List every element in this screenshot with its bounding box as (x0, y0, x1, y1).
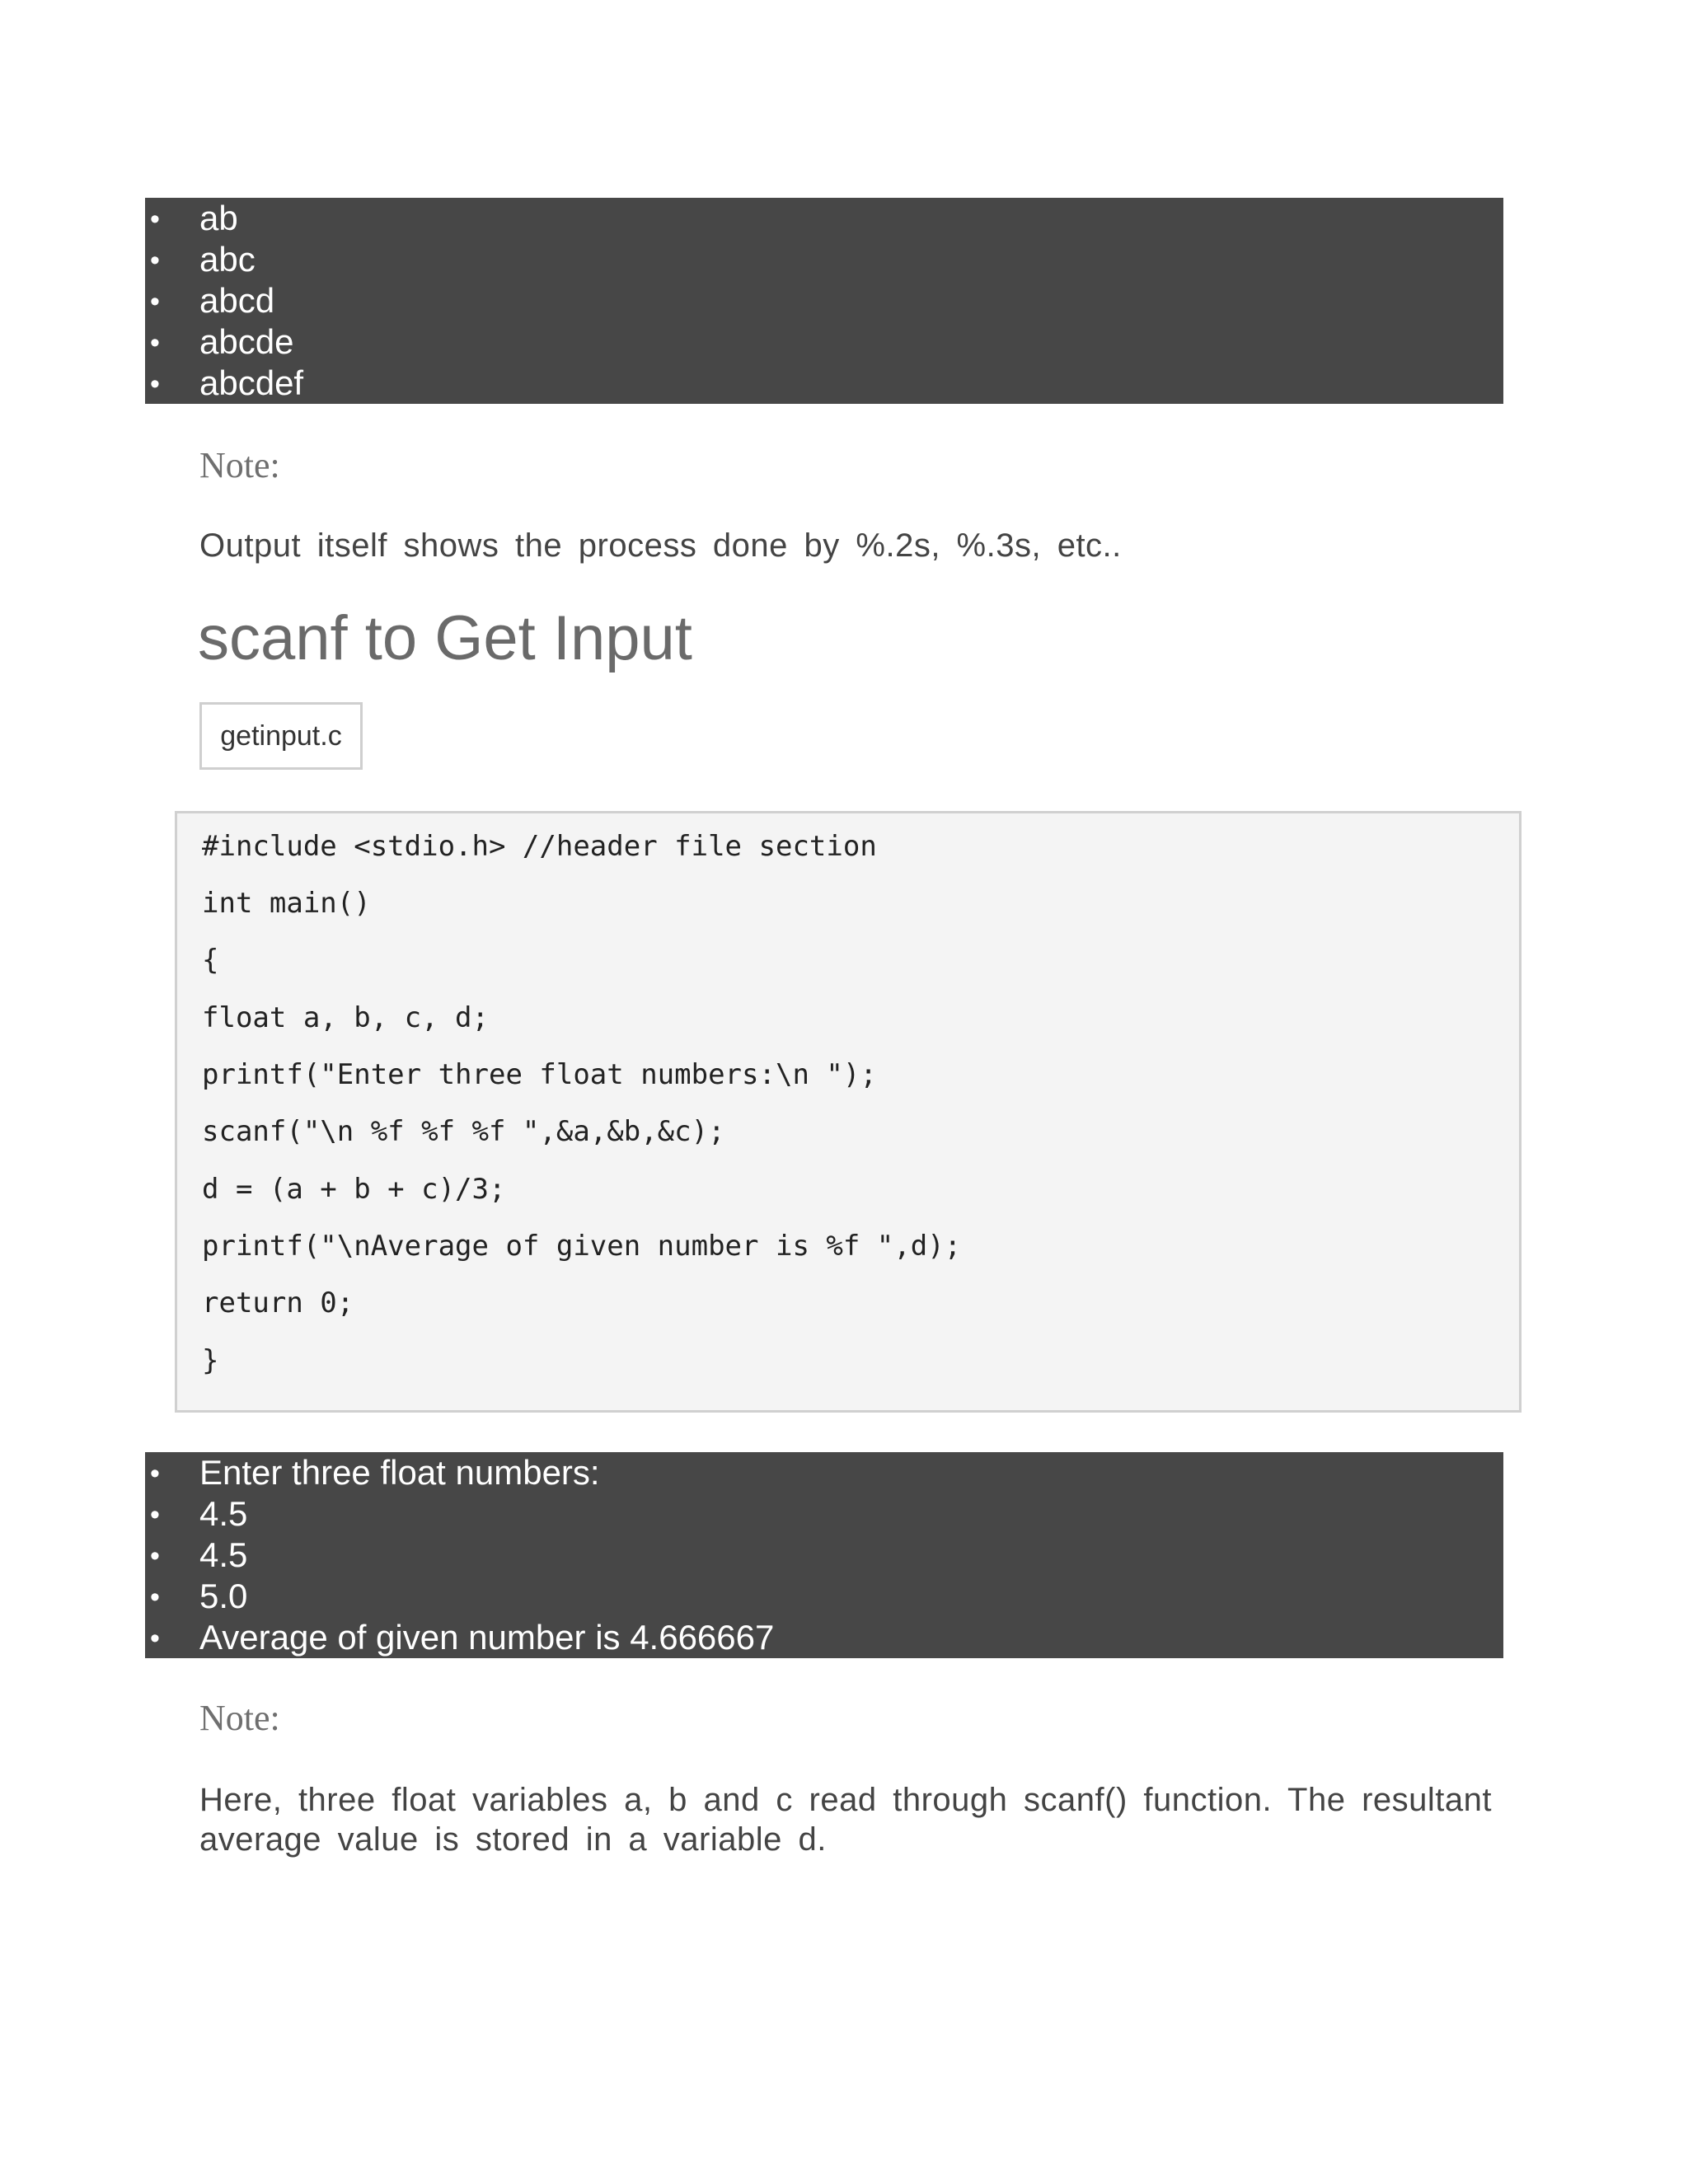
code-line: { (202, 944, 219, 977)
output-line: • abc (145, 239, 1503, 280)
note-text: Output itself shows the process done by %.2s, %.3s, etc.. (199, 527, 1122, 564)
output-line: • Enter three float numbers: (145, 1452, 1503, 1493)
output-line: • abcd (145, 280, 1503, 321)
program-output-block (145, 1452, 1503, 1658)
code-line: printf("Enter three float numbers:\n "); (202, 1058, 877, 1091)
code-line: #include <stdio.h> //header file section (202, 830, 877, 863)
output-line: • abcdef (145, 363, 1503, 404)
code-line: return 0; (202, 1286, 354, 1319)
code-line: scanf("\n %f %f %f ",&a,&b,&c); (202, 1115, 725, 1148)
code-line: d = (a + b + c)/3; (202, 1173, 506, 1206)
output-line: • 4.5 (145, 1493, 1503, 1535)
code-filename-tab[interactable]: getinput.c (199, 702, 363, 770)
code-line: printf("\nAverage of given number is %f ",d); (202, 1230, 962, 1263)
note-label: Note: (199, 445, 280, 485)
output-line: • ab (145, 198, 1503, 239)
note-label: Note: (199, 1698, 280, 1738)
output-line: • abcde (145, 321, 1503, 363)
output-line: • 4.5 (145, 1535, 1503, 1576)
output-line: • 5.0 (145, 1576, 1503, 1617)
note-text: Here, three float variables a, b and c read through scanf() function. The resultant average value is stored in a variable d. (199, 1782, 1492, 1858)
code-block (175, 811, 1522, 1413)
code-line: } (202, 1344, 219, 1377)
output-line: • Average of given number is 4.666667 (145, 1617, 1503, 1658)
section-heading: scanf to Get Input (198, 603, 692, 673)
code-line: float a, b, c, d; (202, 1001, 489, 1034)
program-output-block (145, 198, 1503, 404)
code-line: int main() (202, 887, 371, 920)
